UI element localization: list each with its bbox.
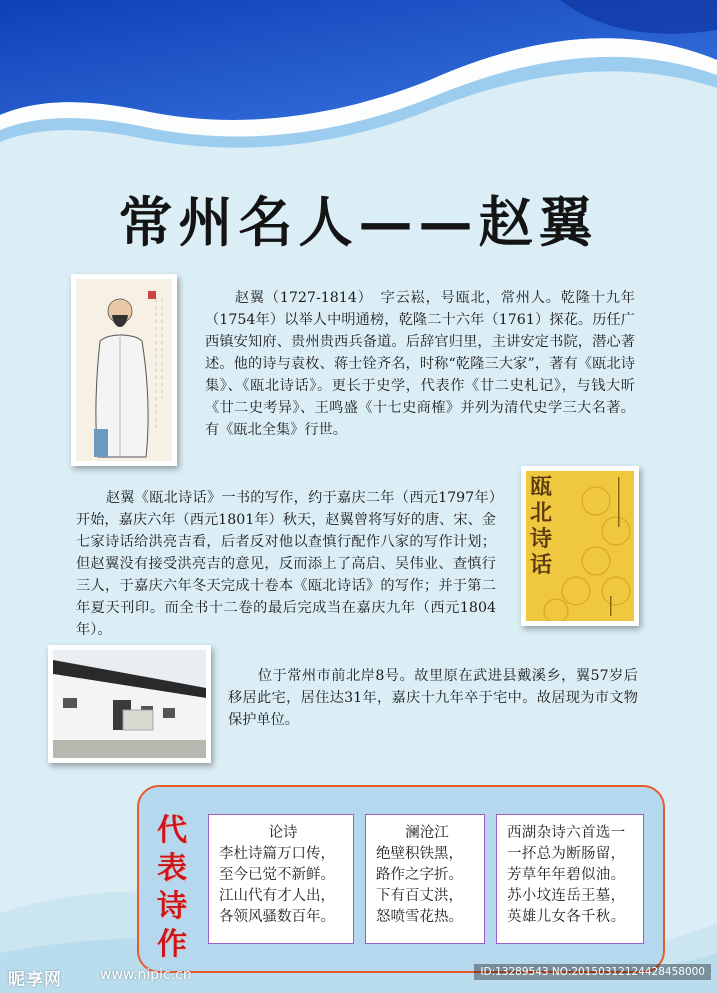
poem-card-xihu [496, 814, 644, 944]
poem-title: 论诗 [268, 825, 298, 841]
residence-drawing [53, 650, 206, 758]
poem-line: 苏小坟连岳王墓， [507, 888, 626, 904]
poem-line: 一抔总为断肠留， [507, 846, 626, 862]
poems-heading [150, 812, 194, 964]
poem-line: 绝壁积铁黑， [376, 846, 463, 862]
poem-line: 怒喷雪花热。 [376, 909, 463, 925]
poem-card-lunshi [208, 814, 354, 944]
watermark-logo: 昵享网 [8, 970, 62, 990]
poem-line: 各领风骚数百年。 [219, 909, 335, 925]
poem-line: 英雄儿女各千秋。 [507, 909, 626, 925]
watermark-url: www.nipic.cn [100, 967, 192, 983]
shihua-paragraph: 赵翼《瓯北诗话》一书的写作，约于嘉庆二年（西元1797年）开始，嘉庆六年（西元1801年）秋天，赵翼曾将写好的唐、宋、金七家诗话给洪亮吉看，后者反对他以查慎行配作八家的写作计划；但赵翼没有接受洪亮吉的意见，反而添上了高启、吴伟业、查慎行三人，于嘉庆六年冬天完成十卷本《瓯北诗话》的写作；并于第二年夏天刊印。而全书十二卷的最后完成当在嘉庆九年（西元1804年）。 [76, 490, 496, 638]
residence-paragraph: 位于常州市前北岸8号。故里原在武进县戴溪乡，翼57岁后移居此宅，居住达31年，嘉庆十九年卒于宅中。故居现为市文物保护单位。 [228, 668, 638, 728]
watermark-id: ID:13289543 NO:20150312124428458000 [474, 964, 711, 980]
portrait-drawing [76, 279, 172, 461]
top-wave-decoration [0, 0, 717, 160]
poem-line: 江山代有才人出， [219, 888, 335, 904]
page-title: 常州名人——赵翼 [118, 190, 599, 254]
residence-image [48, 645, 211, 763]
poems-heading-char: 诗 [157, 889, 187, 924]
poem-line: 至今已觉不新鲜。 [219, 867, 335, 883]
book-cover-title: 瓯北诗话 [530, 474, 553, 578]
portrait-image [71, 274, 177, 466]
poem-card-lancangjiang [365, 814, 485, 944]
poem-line: 李杜诗篇万口传， [219, 846, 335, 862]
poem-line: 芳草年年碧似油。 [507, 867, 626, 883]
poem-title: 澜沧江 [405, 825, 449, 841]
poem-line: 路作之字折。 [376, 867, 463, 883]
poems-heading-char: 表 [157, 851, 187, 886]
poem-line: 西湖杂诗六首选一 [507, 825, 626, 841]
poem-line: 下有百丈洪， [376, 888, 463, 904]
poems-heading-char: 代 [157, 813, 187, 848]
poems-heading-char: 作 [157, 927, 187, 962]
biography-paragraph: 赵翼（1727-1814） 字云崧，号瓯北，常州人。乾隆十九年（1754年）以举人中明通榜，乾隆二十六年（1761）探花。历任广西镇安知府、贵州贵西兵备道。后辞官归里，主讲安定书院，潜心著述。他的诗与袁枚、蒋士铨齐名，时称“乾隆三大家”，著有《瓯北诗集》、《瓯北诗话》。更长于史学，代表作《廿二史札记》，与钱大昕《廿二史考异》、王鸣盛《十七史商榷》并列为清代史学三大名著。有《瓯北全集》行世。 [205, 290, 635, 438]
